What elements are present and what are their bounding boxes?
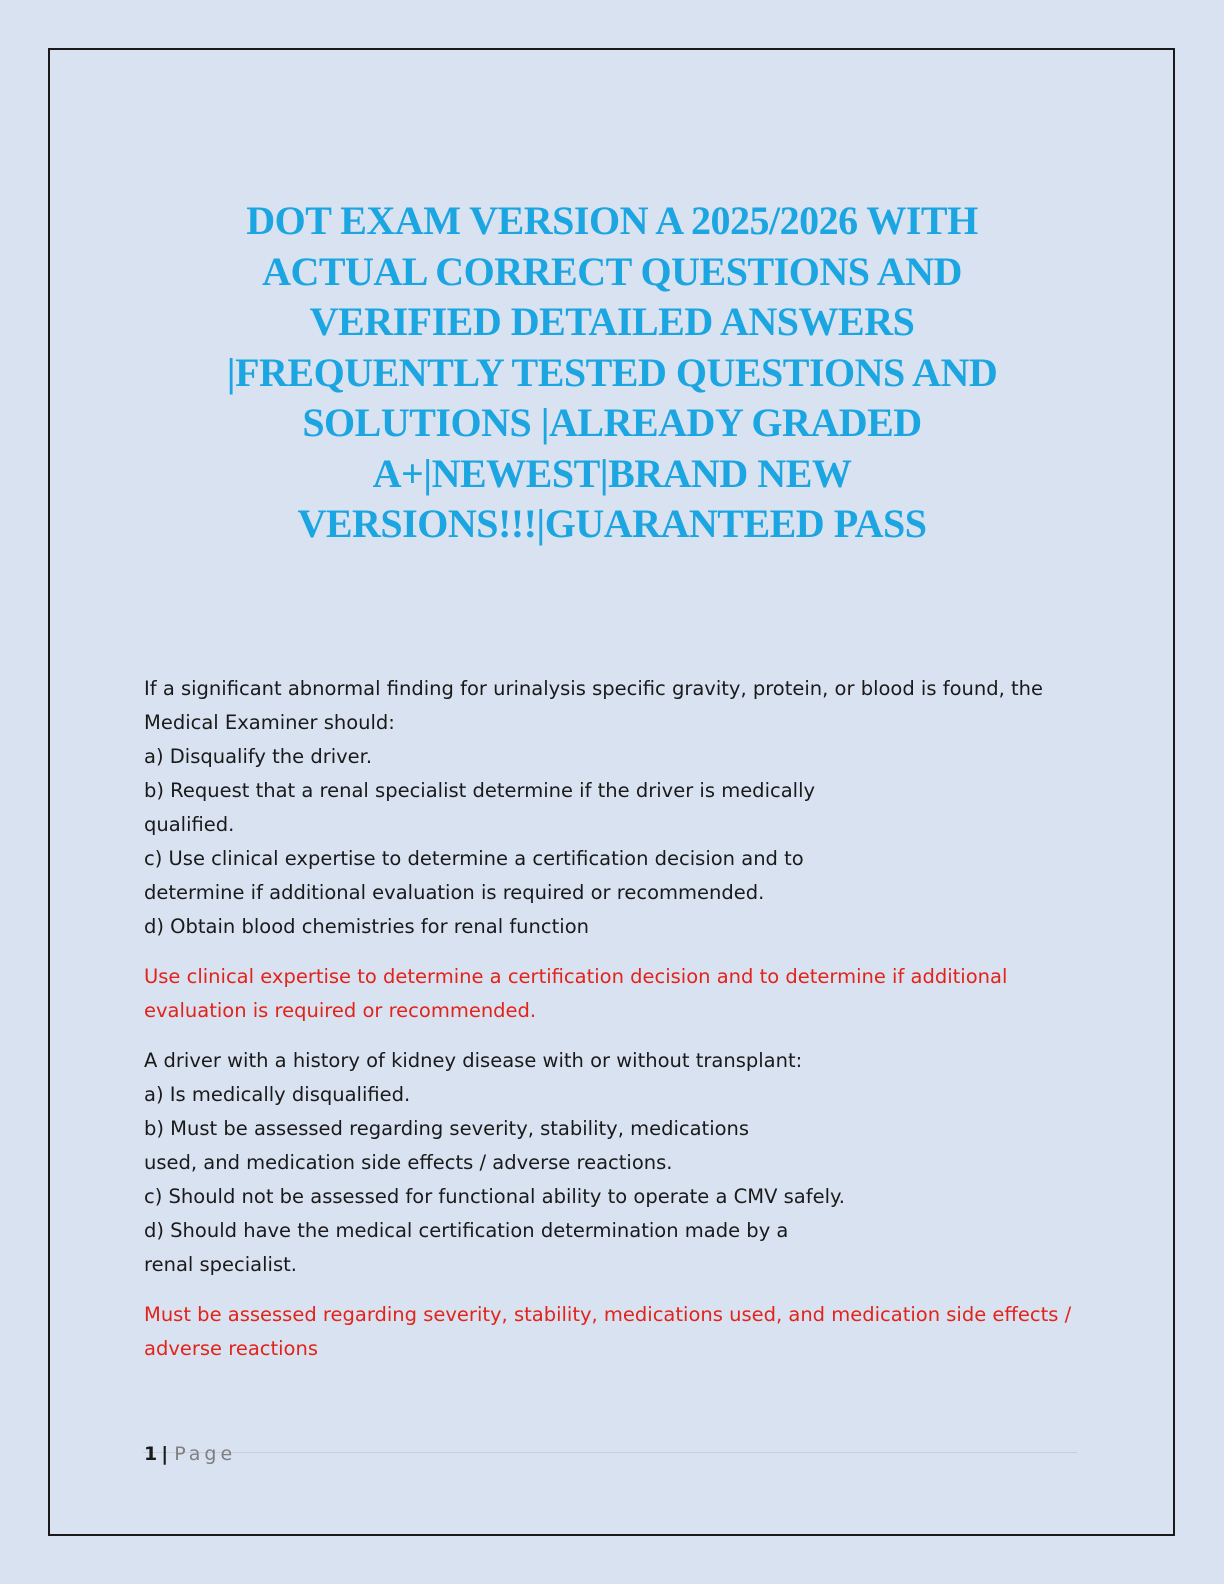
question-2 [144,1044,1074,1282]
option-b: b) Request that a renal specialist determine if the driver is medically [144,779,816,802]
answer-1 [144,960,1074,1028]
answer-text: adverse reactions [144,1337,319,1360]
answer-text: Must be assessed regarding severity, stability, medications used, and medication side effects / [144,1303,1072,1326]
option-d: d) Should have the medical certification determination made by a [144,1219,789,1242]
question-text: Medical Examiner should: [144,711,395,734]
title-line: ACTUAL CORRECT QUESTIONS AND [262,248,962,294]
option-a: a) Disqualify the driver. [144,745,373,768]
option-d: d) Obtain blood chemistries for renal function [144,915,589,938]
page-label: Page [174,1443,237,1465]
option-b-continued: used, and medication side effects / adverse reactions. [144,1151,673,1174]
option-a: a) Is medically disqualified. [144,1083,411,1106]
page-number: 1 [144,1443,158,1465]
answer-text: evaluation is required or recommended. [144,999,537,1022]
option-c-continued: determine if additional evaluation is required or recommended. [144,881,765,904]
answer-2 [144,1298,1074,1366]
footer-separator: | [161,1443,169,1465]
question-1 [144,672,1074,944]
footer-divider [143,1452,1077,1453]
title-line: DOT EXAM VERSION A 2025/2026 WITH [246,198,978,243]
document-title [150,196,1074,550]
question-text: A driver with a history of kidney disease with or without transplant: [144,1049,803,1072]
title-line: |FREQUENTLY TESTED QUESTIONS AND [226,349,998,395]
title-line: SOLUTIONS |ALREADY GRADED [302,400,922,445]
answer-text: Use clinical expertise to determine a certification decision and to determine if additional [144,965,1008,988]
title-line: A+|NEWEST|BRAND NEW [372,450,852,496]
title-line: VERSIONS!!!|GUARANTEED PASS [297,501,927,546]
option-c: c) Should not be assessed for functional ability to operate a CMV safely. [144,1185,845,1208]
option-d-continued: renal specialist. [144,1253,297,1276]
title-line: VERIFIED DETAILED ANSWERS [309,299,915,344]
option-b: b) Must be assessed regarding severity, stability, medications [144,1117,750,1140]
document-body [144,672,1074,1366]
page-footer [144,1443,236,1465]
option-c: c) Use clinical expertise to determine a certification decision and to [144,847,804,870]
question-text: If a significant abnormal finding for urinalysis specific gravity, protein, or blood is found, the [144,677,1043,700]
option-b-continued: qualified. [144,813,235,836]
